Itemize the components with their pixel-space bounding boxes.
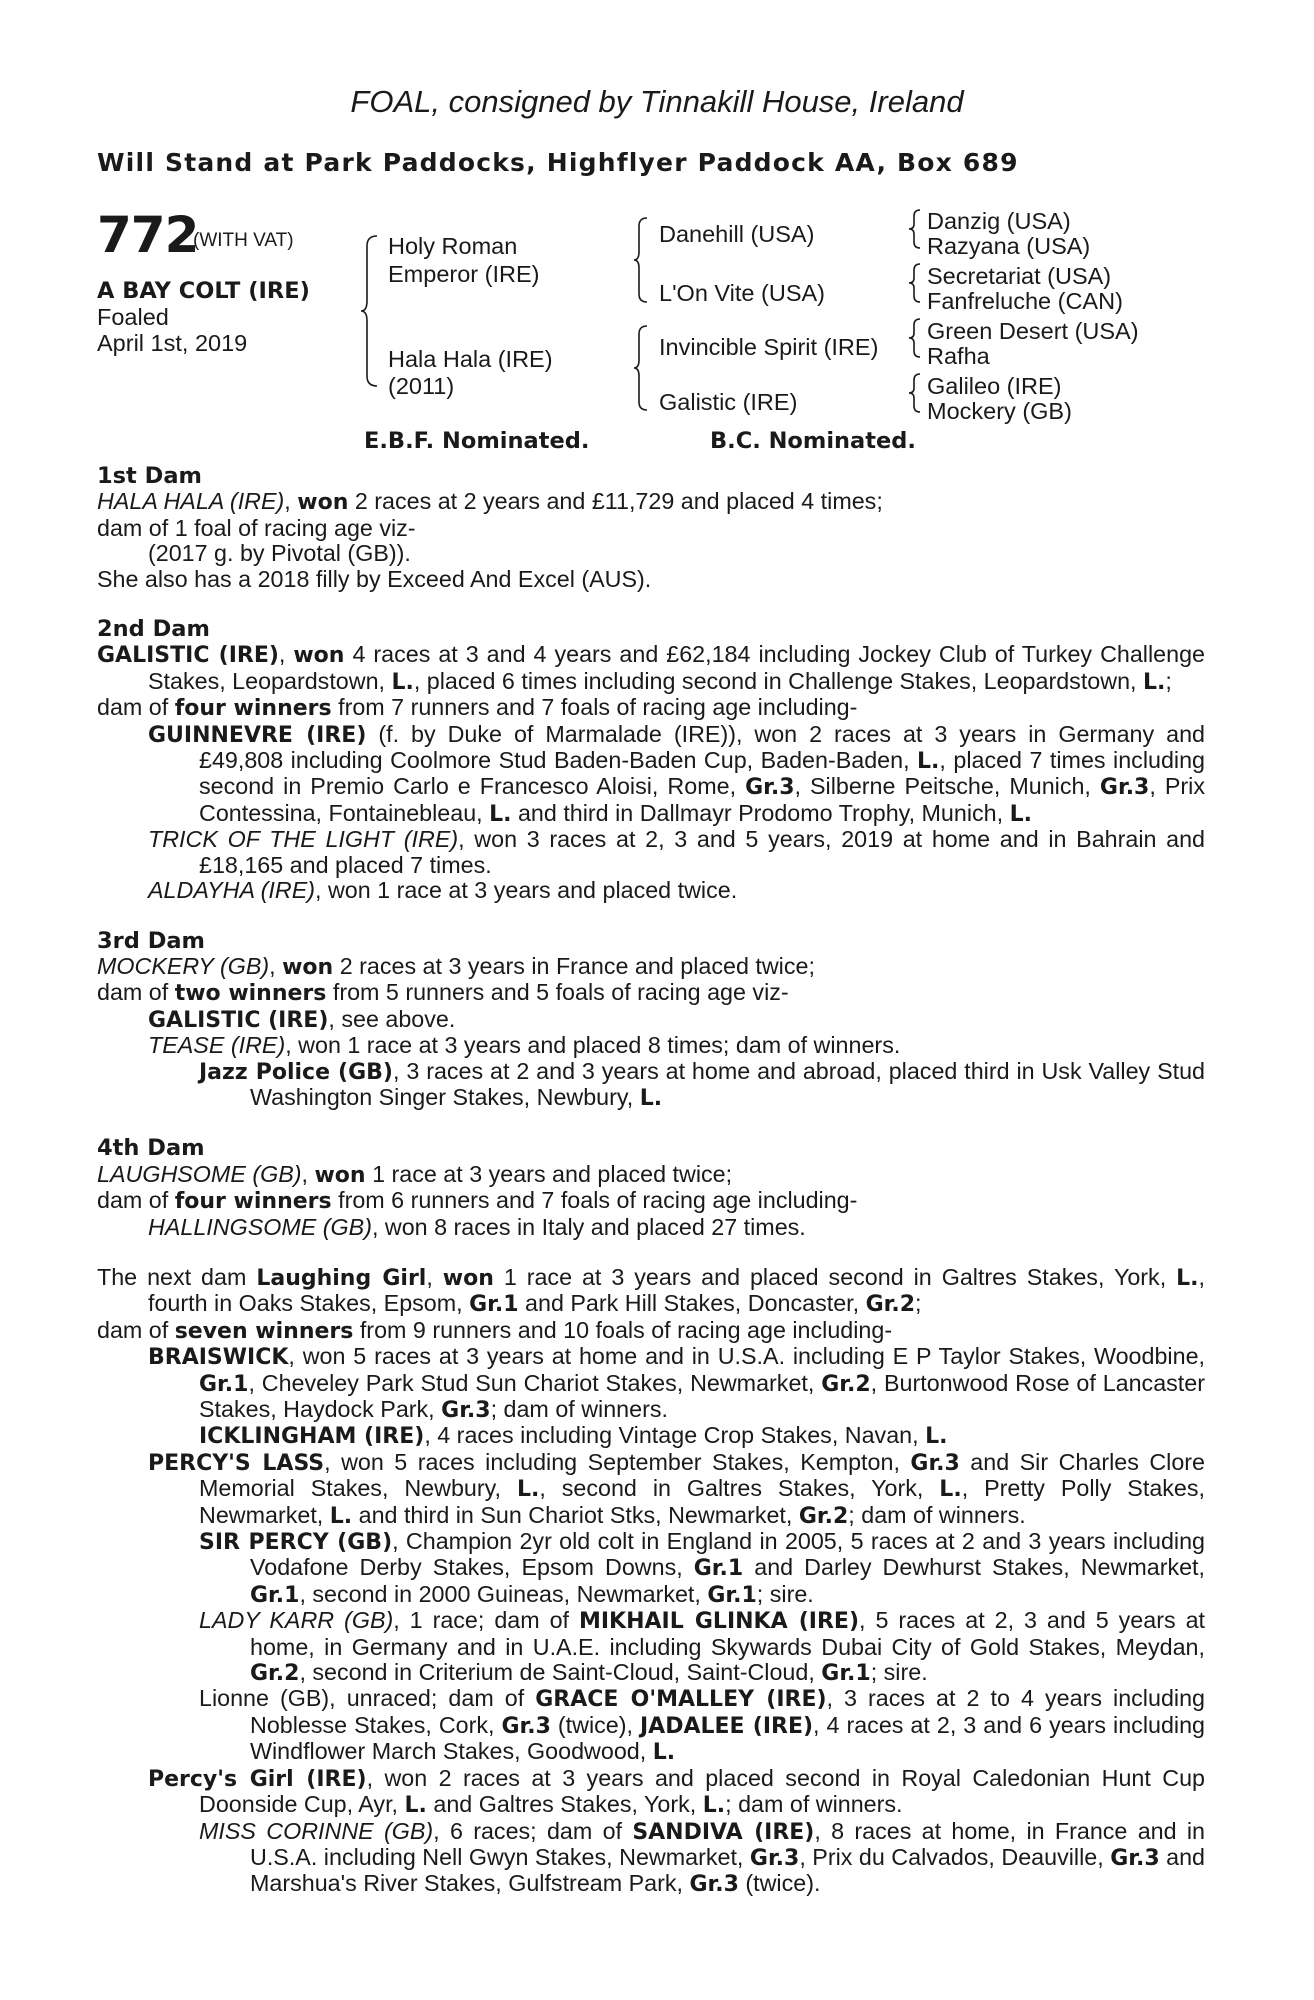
foaled-date: April 1st, 2019	[97, 330, 248, 356]
first-dam-produce-intro: dam of 1 foal of racing age viz-	[97, 514, 416, 541]
grandparent-1: Danzig (USA)	[927, 208, 1071, 234]
third-dam-produce-2-foal: Jazz Police (GB), 3 races at 2 and 3 years at home and abroad, placed third in Usk Valley Stud Washington Singer Stakes, Newbury, L.	[199, 1057, 1205, 1111]
grandparent-8: Mockery (GB)	[927, 398, 1072, 424]
sire-name: Holy Roman	[388, 233, 518, 259]
grandparent-4: Fanfreluche (CAN)	[927, 288, 1123, 314]
second-dam-produce-2: TRICK OF THE LIGHT (IRE), won 3 races at 2, 3 and 5 years, 2019 at home and in Bahrain and £18,165 and placed 7 times.	[148, 826, 1206, 878]
second-dam-line: GALISTIC (IRE), won 4 races at 3 and 4 years and £62,184 including Jockey Club of Turkey Challenge Stakes, Leopardstown, L., placed 6 times including second in Challenge Stakes, Leopardstown, L.;	[97, 641, 1205, 695]
sire-dam: L'On Vite (USA)	[659, 280, 826, 306]
third-dam-produce-2: TEASE (IRE), won 1 race at 3 years and placed 8 times; dam of winners.	[148, 1032, 901, 1059]
bc-nominated: B.C. Nominated.	[710, 428, 916, 454]
vat-note: (WITH VAT)	[193, 230, 294, 251]
dam-name: Hala Hala (IRE)	[388, 346, 553, 372]
lot-name: A BAY COLT (IRE)	[97, 278, 310, 304]
stand-location: Will Stand at Park Paddocks, Highflyer Paddock AA, Box 689	[97, 148, 1019, 177]
third-dam-produce-intro: dam of two winners from 5 runners and 5 foals of racing age viz-	[97, 979, 789, 1007]
second-dam-heading: 2nd Dam	[97, 616, 210, 643]
next-dam-produce-2-foal-3: Lionne (GB), unraced; dam of GRACE O'MALLEY (IRE), 3 races at 2 to 4 years including Noblesse Stakes, Cork, Gr.3 (twice), JADALEE (IRE), 4 races at 2, 3 and 6 years including Windflower March Stakes, Goodwood, L.	[199, 1685, 1205, 1766]
grandparent-2: Razyana (USA)	[927, 233, 1091, 259]
next-dam-produce-intro: dam of seven winners from 9 runners and 10 foals of racing age including-	[97, 1316, 893, 1344]
ebf-nominated: E.B.F. Nominated.	[364, 428, 590, 454]
fourth-dam-produce-intro: dam of four winners from 6 runners and 7 foals of racing age including-	[97, 1187, 858, 1215]
first-dam-produce-1: (2017 g. by Pivotal (GB)).	[148, 540, 411, 567]
next-dam-produce-2-foal-2: LADY KARR (GB), 1 race; dam of MIKHAIL GLINKA (IRE), 5 races at 2, 3 and 5 years at home, in Germany and in U.A.E. including Skywards Dubai City of Gold Stakes, Meydan, Gr.2, second in Criterium de Saint-Cloud, Saint-Cloud, Gr.1; sire.	[199, 1607, 1205, 1687]
page-title: FOAL, consigned by Tinnakill House, Ireland	[350, 84, 964, 119]
second-dam-produce-3: ALDAYHA (IRE), won 1 race at 3 years and placed twice.	[148, 877, 738, 904]
sire-sire: Danehill (USA)	[659, 221, 815, 247]
third-dam-line: MOCKERY (GB), won 2 races at 3 years in France and placed twice;	[97, 952, 815, 980]
fourth-dam-line: LAUGHSOME (GB), won 1 race at 3 years and placed twice;	[97, 1160, 733, 1188]
first-dam-line: HALA HALA (IRE), won 2 races at 2 years and £11,729 and placed 4 times;	[97, 488, 883, 516]
foaled-label: Foaled	[97, 304, 169, 330]
next-dam-produce-1-foal: ICKLINGHAM (IRE), 4 races including Vintage Crop Stakes, Navan, L.	[199, 1422, 948, 1450]
dam-dam: Galistic (IRE)	[659, 389, 798, 415]
fourth-dam-produce-1: HALLINGSOME (GB), won 8 races in Italy and placed 27 times.	[148, 1213, 806, 1240]
third-dam-produce-1: GALISTIC (IRE), see above.	[148, 1005, 456, 1033]
grandparent-3: Secretariat (USA)	[927, 263, 1112, 289]
next-dam-line: The next dam Laughing Girl, won 1 race at 3 years and placed second in Galtres Stakes, York, L., fourth in Oaks Stakes, Epsom, Gr.1 and Park Hill Stakes, Doncaster, Gr.2;	[97, 1263, 1205, 1318]
third-dam-heading: 3rd Dam	[97, 927, 205, 954]
pedigree-brackets	[0, 0, 1314, 440]
second-dam-produce-1: GUINNEVRE (IRE) (f. by Duke of Marmalade (IRE)), won 2 races at 3 years in Germany and £49,808 including Coolmore Stud Baden-Baden Cup, Baden-Baden, L., placed 7 times including second in Premio Carlo e Francesco Aloisi, Rome, Gr.3, Silberne Peitsche, Munich, Gr.3, Prix Contessina, Fontainebleau, L. and third in Dallmayr Prodomo Trophy, Munich, L.	[148, 720, 1205, 827]
grandparent-7: Galileo (IRE)	[927, 373, 1062, 399]
first-dam-heading: 1st Dam	[97, 463, 202, 489]
next-dam-produce-3: Percy's Girl (IRE), won 2 races at 3 years and placed second in Royal Caledonian Hunt Cup Doonside Cup, Ayr, L. and Galtres Stakes, York, L.; dam of winners.	[148, 1764, 1205, 1819]
next-dam-produce-1: BRAISWICK, won 5 races at 3 years at home and in U.S.A. including E P Taylor Stakes, Woodbine, Gr.1, Cheveley Park Stud Sun Chariot Stakes, Newmarket, Gr.2, Burtonwood Rose of Lancaster Stakes, Haydock Park, Gr.3; dam of winners.	[148, 1343, 1205, 1423]
fourth-dam-heading: 4th Dam	[97, 1135, 205, 1162]
family-notes	[97, 464, 1205, 1898]
first-dam-note: She also has a 2018 filly by Exceed And Excel (AUS).	[97, 565, 652, 592]
lot-number: 772	[97, 206, 199, 264]
second-dam-produce-intro: dam of four winners from 7 runners and 7 foals of racing age including-	[97, 694, 858, 722]
dam-sire: Invincible Spirit (IRE)	[659, 334, 879, 360]
next-dam-produce-2: PERCY'S LASS, won 5 races including September Stakes, Kempton, Gr.3 and Sir Charles Clore Memorial Stakes, Newbury, L., second in Galtres Stakes, York, L., Pretty Polly Stakes, Newmarket, L. and third in Sun Chariot Stks, Newmarket, Gr.2; dam of winners.	[148, 1448, 1205, 1529]
next-dam-produce-3-foal: MISS CORINNE (GB), 6 races; dam of SANDIVA (IRE), 8 races at home, in France and in U.S.A. including Nell Gwyn Stakes, Newmarket, Gr.3, Prix du Calvados, Deauville, Gr.3 and Marshua's River Stakes, Gulfstream Park, Gr.3 (twice).	[199, 1817, 1206, 1898]
sire-name-line2: Emperor (IRE)	[388, 261, 540, 287]
dam-year: (2011)	[388, 373, 455, 399]
next-dam-produce-2-foal-1: SIR PERCY (GB), Champion 2yr old colt in England in 2005, 5 races at 2 and 3 years including Vodafone Derby Stakes, Epsom Downs, Gr.1 and Darley Dewhurst Stakes, Newmarket, Gr.1, second in 2000 Guineas, Newmarket, Gr.1; sire.	[199, 1528, 1205, 1608]
grandparent-6: Rafha	[927, 343, 990, 369]
grandparent-5: Green Desert (USA)	[927, 318, 1139, 344]
